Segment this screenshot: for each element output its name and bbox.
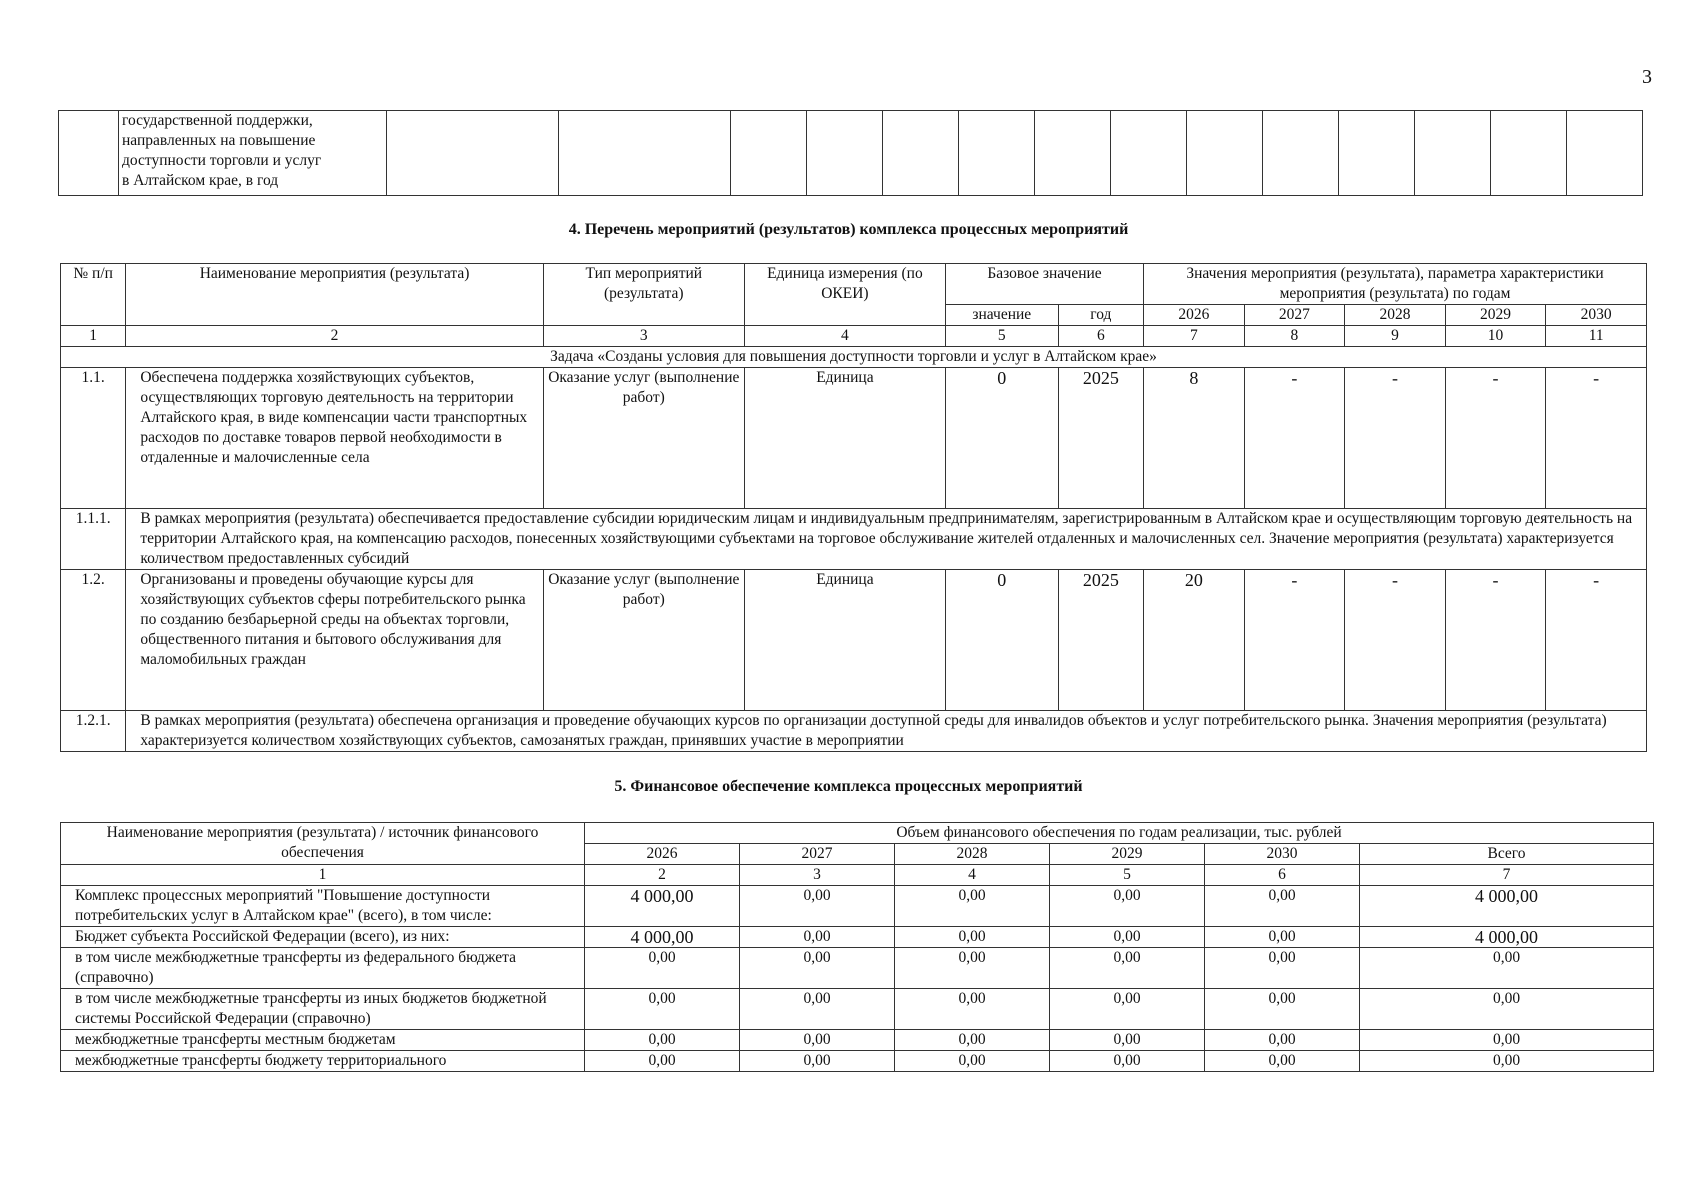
row-value: 8 bbox=[1144, 368, 1245, 509]
fin-value: 0,00 bbox=[1205, 948, 1360, 989]
fin-col-number: 5 bbox=[1050, 865, 1205, 886]
fin-value: 4 000,00 bbox=[1360, 886, 1654, 927]
fin-value: 0,00 bbox=[895, 927, 1050, 948]
row-value: - bbox=[1244, 570, 1345, 711]
col-number: 6 bbox=[1058, 326, 1143, 347]
note-text: В рамках мероприятия (результата) обеспечена организация и проведение обучающих курсов по организации доступной среды для инвалидов объектов и услуг потребительского рынка. Значения мероприятия (результата) характеризуется количеством хозяйствующих субъектов, самозанятых граждан, принявших участие в мероприятии bbox=[126, 711, 1647, 752]
fin-value: 4 000,00 bbox=[585, 927, 740, 948]
fin-value: 0,00 bbox=[1050, 886, 1205, 927]
fin-col-number: 7 bbox=[1360, 865, 1654, 886]
row-name: Организованы и проведены обучающие курсы для хозяйствующих субъектов сферы потребительского рынка по созданию безбарьерной среды на объектах торговли, общественного питания и бытового обслуживания для маломобильных граждан bbox=[126, 570, 543, 711]
note-num: 1.2.1. bbox=[61, 711, 126, 752]
fin-header-year: 2026 bbox=[585, 844, 740, 865]
table-row bbox=[61, 927, 1654, 948]
col-number: 3 bbox=[543, 326, 744, 347]
col-number: 8 bbox=[1244, 326, 1345, 347]
fin-value: 0,00 bbox=[1205, 1051, 1360, 1072]
fin-value: 0,00 bbox=[1360, 989, 1654, 1030]
carryover-cell bbox=[1187, 111, 1263, 196]
carryover-cell bbox=[1491, 111, 1567, 196]
fin-row-name: Бюджет субъекта Российской Федерации (всего), из них: bbox=[61, 927, 585, 948]
col-number: 7 bbox=[1144, 326, 1245, 347]
fin-header-volume: Объем финансового обеспечения по годам реализации, тыс. рублей bbox=[585, 823, 1654, 844]
carryover-cell bbox=[1111, 111, 1187, 196]
header-base: Базовое значение bbox=[945, 264, 1143, 305]
carryover-cell bbox=[1035, 111, 1111, 196]
fin-column-number-row bbox=[61, 865, 1654, 886]
fin-value: 0,00 bbox=[1050, 1030, 1205, 1051]
col-number: 10 bbox=[1445, 326, 1546, 347]
fin-value: 4 000,00 bbox=[1360, 927, 1654, 948]
table-row bbox=[61, 948, 1654, 989]
table-row bbox=[61, 886, 1654, 927]
fin-value: 0,00 bbox=[1205, 886, 1360, 927]
note-row bbox=[61, 509, 1647, 570]
row-value: - bbox=[1244, 368, 1345, 509]
carryover-cell bbox=[731, 111, 807, 196]
row-base-value: 0 bbox=[945, 570, 1058, 711]
table-row bbox=[61, 1030, 1654, 1051]
header-year: 2028 bbox=[1345, 305, 1446, 326]
page-number: 3 bbox=[1642, 66, 1652, 88]
fin-value: 0,00 bbox=[740, 1051, 895, 1072]
carryover-cell bbox=[1263, 111, 1339, 196]
carryover-cell bbox=[559, 111, 731, 196]
fin-value: 0,00 bbox=[1205, 989, 1360, 1030]
carryover-cell bbox=[387, 111, 559, 196]
carryover-cell bbox=[959, 111, 1035, 196]
col-number: 4 bbox=[744, 326, 945, 347]
row-base-year: 2025 bbox=[1058, 570, 1143, 711]
carryover-cell bbox=[1567, 111, 1643, 196]
fin-value: 0,00 bbox=[740, 886, 895, 927]
row-value: - bbox=[1546, 570, 1647, 711]
task-row: Задача «Созданы условия для повышения доступности торговли и услуг в Алтайском крае» bbox=[61, 347, 1647, 368]
fin-col-number: 3 bbox=[740, 865, 895, 886]
column-number-row bbox=[61, 326, 1647, 347]
header-year: 2027 bbox=[1244, 305, 1345, 326]
header-year: 2030 bbox=[1546, 305, 1647, 326]
fin-header-year: 2027 bbox=[740, 844, 895, 865]
fin-value: 0,00 bbox=[585, 948, 740, 989]
col-number: 11 bbox=[1546, 326, 1647, 347]
carryover-line: доступности торговли и услуг bbox=[122, 152, 322, 169]
fin-value: 0,00 bbox=[740, 989, 895, 1030]
fin-header-year: 2030 bbox=[1205, 844, 1360, 865]
row-value: - bbox=[1345, 570, 1446, 711]
row-unit: Единица bbox=[744, 570, 945, 711]
header-name: Наименование мероприятия (результата) bbox=[126, 264, 543, 326]
header-type: Тип мероприятий (результата) bbox=[543, 264, 744, 326]
fin-value: 0,00 bbox=[585, 1030, 740, 1051]
col-number: 5 bbox=[945, 326, 1058, 347]
carryover-cell bbox=[1415, 111, 1491, 196]
row-value: - bbox=[1345, 368, 1446, 509]
col-number: 2 bbox=[126, 326, 543, 347]
fin-value: 0,00 bbox=[1050, 948, 1205, 989]
fin-value: 0,00 bbox=[1360, 1051, 1654, 1072]
col-number: 9 bbox=[1345, 326, 1446, 347]
fin-header-year: 2029 bbox=[1050, 844, 1205, 865]
carryover-cell bbox=[883, 111, 959, 196]
fin-value: 0,00 bbox=[585, 1051, 740, 1072]
table-row bbox=[61, 570, 1647, 711]
row-base-year: 2025 bbox=[1058, 368, 1143, 509]
fin-col-number: 4 bbox=[895, 865, 1050, 886]
fin-row-name: межбюджетные трансферты бюджету территориального bbox=[61, 1051, 585, 1072]
note-text: В рамках мероприятия (результата) обеспечивается предоставление субсидии юридическим лицам и индивидуальным предпринимателям, зарегистрированным в Алтайском крае и осуществляющим торговую деятельность на территории Алтайского края, на компенсацию расходов, понесенных хозяйствующими субъектами на торговое обслуживание жителей отдаленных и малочисленных сел. Значение мероприятия (результата) характеризуется количеством предоставленных субсидий bbox=[126, 509, 1647, 570]
row-num: 1.2. bbox=[61, 570, 126, 711]
fin-header-name: Наименование мероприятия (результата) / источник финансового обеспечения bbox=[61, 823, 585, 865]
fin-row-name: межбюджетные трансферты местным бюджетам bbox=[61, 1030, 585, 1051]
activities-table bbox=[60, 263, 1647, 752]
note-num: 1.1.1. bbox=[61, 509, 126, 570]
header-year: 2029 bbox=[1445, 305, 1546, 326]
finance-table bbox=[60, 822, 1654, 1072]
row-value: - bbox=[1546, 368, 1647, 509]
carryover-line: государственной поддержки, bbox=[122, 112, 313, 129]
fin-col-number: 1 bbox=[61, 865, 585, 886]
fin-value: 0,00 bbox=[740, 927, 895, 948]
header-base-value: значение bbox=[945, 305, 1058, 326]
row-name: Обеспечена поддержка хозяйствующих субъектов, осуществляющих торговую деятельность на территории Алтайского края, в виде компенсации части транспортных расходов по доставке товаров первой необходимости в отдаленные и малочисленные села bbox=[126, 368, 543, 509]
table-row bbox=[61, 368, 1647, 509]
fin-row-name: Комплекс процессных мероприятий "Повышение доступности потребительских услуг в Алтайском крае" (всего), в том числе: bbox=[61, 886, 585, 927]
row-base-value: 0 bbox=[945, 368, 1058, 509]
fin-value: 0,00 bbox=[895, 1030, 1050, 1051]
fin-value: 0,00 bbox=[895, 948, 1050, 989]
note-row bbox=[61, 711, 1647, 752]
section5-title: 5. Финансовое обеспечение комплекса процессных мероприятий bbox=[614, 778, 1083, 795]
fin-value: 0,00 bbox=[895, 1051, 1050, 1072]
section4-title: 4. Перечень мероприятий (результатов) комплекса процессных мероприятий bbox=[568, 221, 1129, 238]
fin-header-year: 2028 bbox=[895, 844, 1050, 865]
header-year: 2026 bbox=[1144, 305, 1245, 326]
col-number: 1 bbox=[61, 326, 126, 347]
fin-value: 4 000,00 bbox=[585, 886, 740, 927]
carryover-text bbox=[119, 111, 387, 196]
header-unit: Единица измерения (по ОКЕИ) bbox=[744, 264, 945, 326]
fin-row-name: в том числе межбюджетные трансферты из федерального бюджета (справочно) bbox=[61, 948, 585, 989]
fin-header-total: Всего bbox=[1360, 844, 1654, 865]
fin-value: 0,00 bbox=[1205, 927, 1360, 948]
row-value: 20 bbox=[1144, 570, 1245, 711]
fin-value: 0,00 bbox=[1050, 1051, 1205, 1072]
table-row bbox=[61, 989, 1654, 1030]
carryover-cell bbox=[1339, 111, 1415, 196]
header-base-year: год bbox=[1058, 305, 1143, 326]
row-type: Оказание услуг (выполнение работ) bbox=[543, 368, 744, 509]
fin-col-number: 2 bbox=[585, 865, 740, 886]
fin-value: 0,00 bbox=[1050, 927, 1205, 948]
carryover-line: направленных на повышение bbox=[122, 132, 316, 149]
carryover-table bbox=[58, 110, 1643, 196]
fin-value: 0,00 bbox=[895, 886, 1050, 927]
row-value: - bbox=[1445, 570, 1546, 711]
row-value: - bbox=[1445, 368, 1546, 509]
carryover-cell bbox=[807, 111, 883, 196]
fin-value: 0,00 bbox=[1205, 1030, 1360, 1051]
carryover-cell bbox=[59, 111, 119, 196]
fin-value: 0,00 bbox=[740, 948, 895, 989]
header-values: Значения мероприятия (результата), параметра характеристики мероприятия (результата) по годам bbox=[1144, 264, 1647, 305]
table-row bbox=[61, 1051, 1654, 1072]
fin-value: 0,00 bbox=[740, 1030, 895, 1051]
row-unit: Единица bbox=[744, 368, 945, 509]
fin-value: 0,00 bbox=[1360, 948, 1654, 989]
row-num: 1.1. bbox=[61, 368, 126, 509]
row-type: Оказание услуг (выполнение работ) bbox=[543, 570, 744, 711]
fin-value: 0,00 bbox=[585, 989, 740, 1030]
carryover-row bbox=[59, 111, 1643, 196]
header-num: № п/п bbox=[61, 264, 126, 326]
fin-row-name: в том числе межбюджетные трансферты из иных бюджетов бюджетной системы Российской Федерации (справочно) bbox=[61, 989, 585, 1030]
carryover-line: в Алтайском крае, в год bbox=[122, 172, 279, 189]
fin-value: 0,00 bbox=[1360, 1030, 1654, 1051]
fin-value: 0,00 bbox=[1050, 989, 1205, 1030]
fin-value: 0,00 bbox=[895, 989, 1050, 1030]
fin-col-number: 6 bbox=[1205, 865, 1360, 886]
